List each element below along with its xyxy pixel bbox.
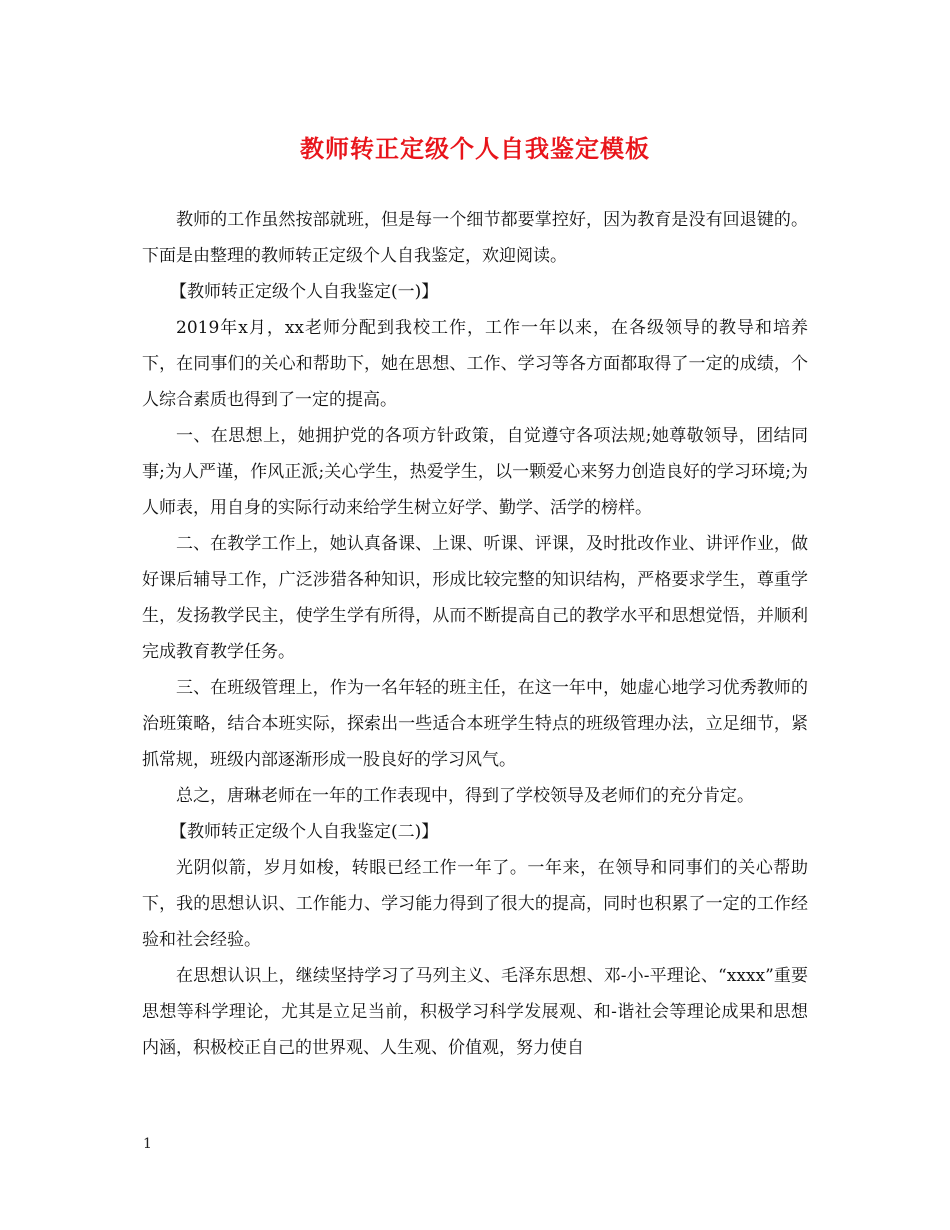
section-heading-2: 【教师转正定级个人自我鉴定(二)】 — [170, 822, 439, 842]
section-1-paragraph-5: 总之，唐琳老师在一年的工作表现中，得到了学校领导及老师们的充分肯定。 — [176, 786, 754, 806]
section-2-paragraph-1: 光阴似箭，岁月如梭，转眼已经工作一年了。一年来，在领导和同事们的关心帮助下，我的思想认识、工作能力、学习能力得到了很大的提高，同时也积累了一定的工作经验和社会经验。 — [142, 858, 808, 950]
page-number: 1 — [143, 1136, 152, 1152]
section-2-paragraph-2: 在思想认识上，继续坚持学习了马列主义、毛泽东思想、邓-小-平理论、“xxxx”重要思想等科学理论，尤其是立足当前，积极学习科学发展观、和-谐社会等理论成果和思想内涵，积极校正自己的世界观、人生观、价值观，努力使自 — [142, 966, 808, 1058]
document-body — [142, 202, 808, 1066]
section-heading-1: 【教师转正定级个人自我鉴定(一)】 — [170, 282, 439, 302]
section-1-paragraph-4: 三、在班级管理上，作为一名年轻的班主任，在这一年中，她虚心地学习优秀教师的治班策略，结合本班实际，探索出一些适合本班学生特点的班级管理办法，立足细节，紧抓常规，班级内部逐渐形成一股良好的学习风气。 — [142, 678, 808, 770]
section-1-paragraph-3: 二、在教学工作上，她认真备课、上课、听课、评课，及时批改作业、讲评作业，做好课后辅导工作，广泛涉猎各种知识，形成比较完整的知识结构，严格要求学生，尊重学生，发扬教学民主，使学生学有所得，从而不断提高自己的教学水平和思想觉悟，并顺利完成教育教学任务。 — [142, 534, 808, 662]
section-1-paragraph-2: 一、在思想上，她拥护党的各项方针政策，自觉遵守各项法规;她尊敬领导，团结同事;为人严谨，作风正派;关心学生，热爱学生，以一颗爱心来努力创造良好的学习环境;为人师表，用自身的实际行动来给学生树立好学、勤学、活学的榜样。 — [142, 426, 808, 518]
section-1-paragraph-1: 2019年x月，xx老师分配到我校工作，工作一年以来，在各级领导的教导和培养下，在同事们的关心和帮助下，她在思想、工作、学习等各方面都取得了一定的成绩，个人综合素质也得到了一定的提高。 — [142, 318, 808, 410]
intro-paragraph: 教师的工作虽然按部就班，但是每一个细节都要掌控好，因为教育是没有回退键的。下面是由整理的教师转正定级个人自我鉴定，欢迎阅读。 — [142, 210, 808, 266]
document-title: 教师转正定级个人自我鉴定模板 — [300, 134, 650, 163]
